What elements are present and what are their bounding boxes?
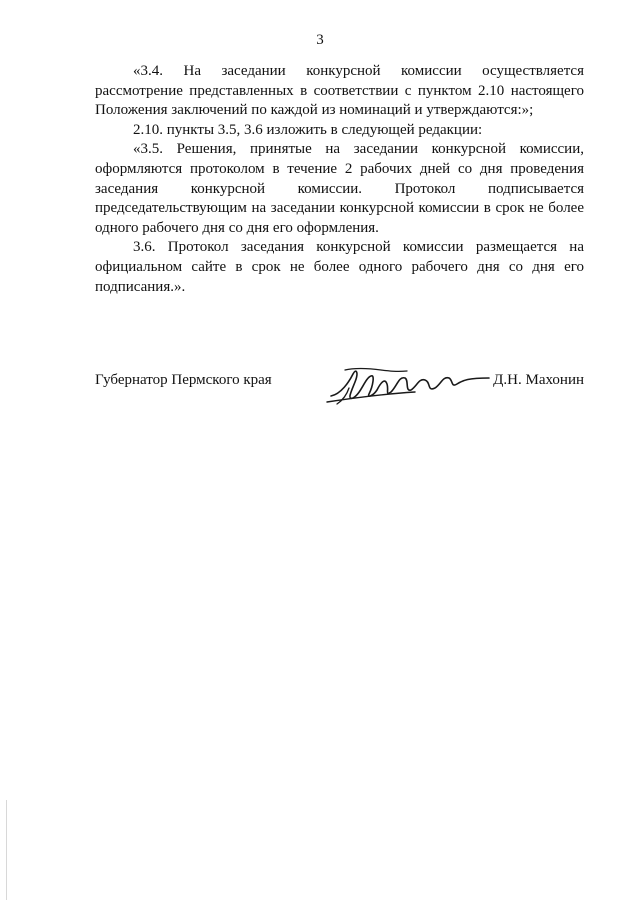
signatory-position: Губернатор Пермского края [95,372,272,388]
scan-edge-line [6,800,7,900]
paragraph-3-6: 3.6. Протокол заседания конкурсной комиссии размещается на официальном сайте в срок не более одного рабочего дня со дня его подписания.». [95,239,584,295]
paragraph-3-5: «3.5. Решения, принятые на заседании конкурсной комиссии, оформляются протоколом в течение 2 рабочих дней со дня проведения заседания конкурсной комиссии. Протокол подписывается председательствующим на заседании конкурсной комиссии в срок не более одного рабочего дня со дня его оформления. [95,141,584,236]
page-number: 3 [316,32,324,48]
document-body [95,62,584,297]
handwritten-signature [323,364,493,410]
signature-block [95,372,584,412]
signatory-name: Д.Н. Махонин [493,372,584,388]
paragraph-3-4: «3.4. На заседании конкурсной комиссии осуществляется рассмотрение представленных в соответствии с пунктом 2.10 настоящего Положения заключений по каждой из номинаций и утверждаются:»; [95,63,584,119]
paragraph-2-10: 2.10. пункты 3.5, 3.6 изложить в следующей редакции: [133,121,483,138]
